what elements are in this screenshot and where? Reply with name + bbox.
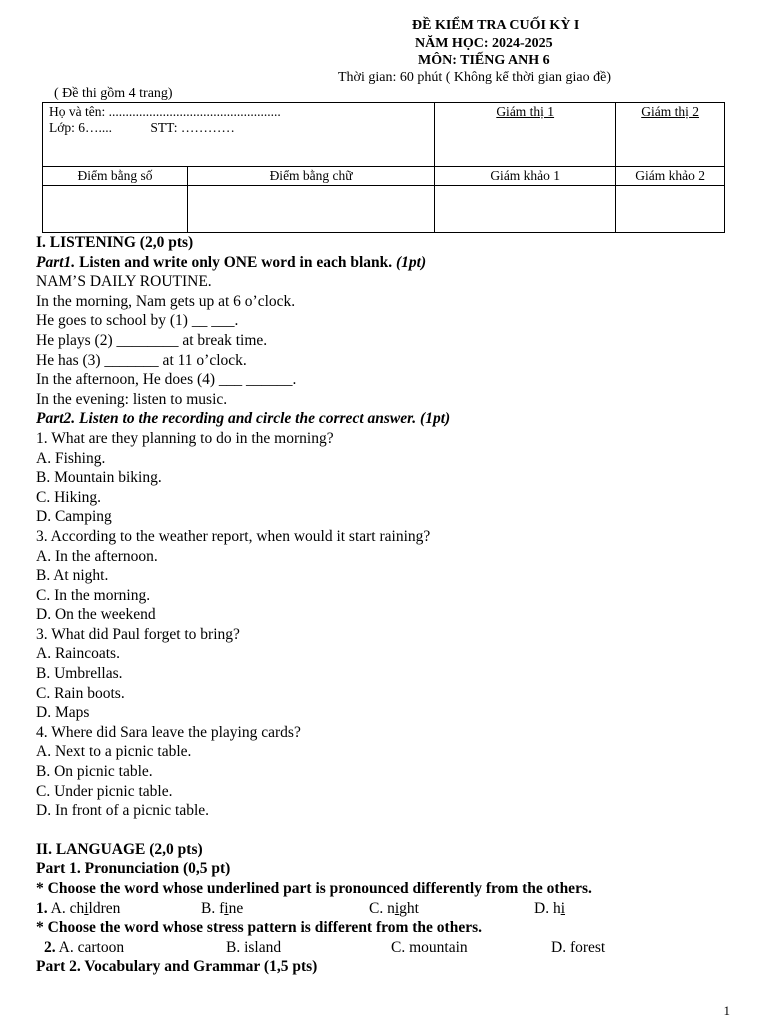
question-number: 2. <box>44 938 56 956</box>
question: 3. According to the weather report, when would it start raining? <box>36 527 431 545</box>
question-number: 1. <box>36 899 48 917</box>
answer-option[interactable]: D. On the weekend <box>36 606 156 624</box>
passage-line: He plays (2) ________ at break time. <box>36 331 268 349</box>
answer-option[interactable]: A. Fishing. <box>36 449 106 467</box>
answer-option[interactable]: D. forest <box>551 938 606 956</box>
score-number-cell[interactable] <box>43 186 188 233</box>
page-number: 1 <box>723 1003 730 1018</box>
pronunciation-heading: Part 1. Pronunciation (0,5 pt) <box>36 860 231 878</box>
passage-title: NAM’S DAILY ROUTINE. <box>36 273 212 291</box>
answer-option[interactable]: B. island <box>226 938 282 956</box>
answer-option[interactable]: 2. A. cartoon <box>44 938 125 956</box>
passage-line: In the evening: listen to music. <box>36 390 228 408</box>
score-text-header: Điểm bằng chữ <box>188 167 435 186</box>
listening-heading: I. LISTENING (2,0 pts) <box>36 234 194 251</box>
score-text-cell[interactable] <box>188 186 435 233</box>
class-field: Lớp: 6….... <box>49 120 113 135</box>
part2-heading: Part2. Listen to the recording and circle the correct answer. (1pt) <box>36 410 451 428</box>
passage-line: In the morning, Nam gets up at 6 o’clock. <box>36 292 296 310</box>
exam-title: ĐỀ KIỂM TRA CUỐI KỲ I <box>412 18 580 33</box>
exam-time: Thời gian: 60 phút ( Không kể thời gian giao đề) <box>338 70 611 85</box>
answer-option[interactable]: C. mountain <box>391 938 468 956</box>
examiner2-cell[interactable] <box>616 186 725 233</box>
part1-points: (1pt) <box>396 253 427 271</box>
part1-heading <box>36 253 736 273</box>
proctor1-cell <box>435 103 616 167</box>
proctor2-label: Giám thị 2 <box>641 104 699 119</box>
subject: MÔN: TIẾNG ANH 6 <box>418 53 550 68</box>
answer-option[interactable]: B. At night. <box>36 567 109 585</box>
answer-option[interactable]: B. On picnic table. <box>36 763 153 781</box>
answer-option[interactable]: C. night <box>369 899 419 917</box>
question: 4. Where did Sara leave the playing cards? <box>36 723 301 741</box>
answer-option[interactable]: A. In the afternoon. <box>36 547 158 565</box>
answer-option[interactable]: D. In front of a picnic table. <box>36 802 210 820</box>
passage-line: In the afternoon, He does (4) ___ ______. <box>36 371 297 389</box>
spacer <box>36 821 736 840</box>
answer-option[interactable]: 1. A. children <box>36 899 121 917</box>
student-info-cell[interactable] <box>43 103 435 167</box>
page-count: ( Đề thi gồm 4 trang) <box>54 86 173 101</box>
pronunciation-instruction: * Choose the word whose underlined part is pronounced differently from the others. <box>36 880 592 897</box>
examiner1-header: Giám khảo 1 <box>435 167 616 186</box>
school-year: NĂM HỌC: 2024-2025 <box>415 36 553 51</box>
exam-content <box>36 233 736 977</box>
examiner1-cell[interactable] <box>435 186 616 233</box>
language-heading: II. LANGUAGE (2,0 pts) <box>36 840 203 858</box>
answer-option[interactable]: D. hi <box>534 899 566 917</box>
student-info-table <box>42 102 725 233</box>
pronunciation-question-1 <box>36 899 736 919</box>
part1-instruction: Listen and write only ONE word in each blank. <box>75 253 396 271</box>
question: 3. What did Paul forget to bring? <box>36 625 240 643</box>
score-number-header: Điểm bằng số <box>43 167 188 186</box>
answer-option[interactable]: C. Rain boots. <box>36 684 125 702</box>
answer-option[interactable]: D. Maps <box>36 704 90 722</box>
passage-line: He goes to school by (1) __ ___. <box>36 312 239 330</box>
stress-question-2 <box>36 938 736 958</box>
answer-option[interactable]: B. fine <box>201 899 244 917</box>
question: 1. What are they planning to do in the morning? <box>36 429 334 447</box>
answer-option[interactable]: B. Umbrellas. <box>36 665 123 683</box>
answer-option[interactable]: A. Raincoats. <box>36 645 120 663</box>
name-field: Họ và tên: ................................................... <box>49 104 281 119</box>
answer-option[interactable]: C. In the morning. <box>36 586 151 604</box>
examiner2-header: Giám khảo 2 <box>616 167 725 186</box>
proctor2-cell <box>616 103 725 167</box>
vocab-grammar-heading: Part 2. Vocabulary and Grammar (1,5 pts) <box>36 958 318 976</box>
answer-option[interactable]: C. Hiking. <box>36 488 102 506</box>
answer-option[interactable]: B. Mountain biking. <box>36 469 162 487</box>
part1-label: Part1. <box>36 253 76 271</box>
proctor1-label: Giám thị 1 <box>496 104 555 119</box>
answer-option[interactable]: D. Camping <box>36 508 112 526</box>
stress-instruction: * Choose the word whose stress pattern is different from the others. <box>36 919 483 937</box>
class-stt-line <box>49 120 428 136</box>
answer-option[interactable]: A. Next to a picnic table. <box>36 743 192 761</box>
answer-option[interactable]: C. Under picnic table. <box>36 782 173 800</box>
passage-line: He has (3) _______ at 11 o’clock. <box>36 351 247 369</box>
stt-field: STT: ………… <box>150 120 235 135</box>
